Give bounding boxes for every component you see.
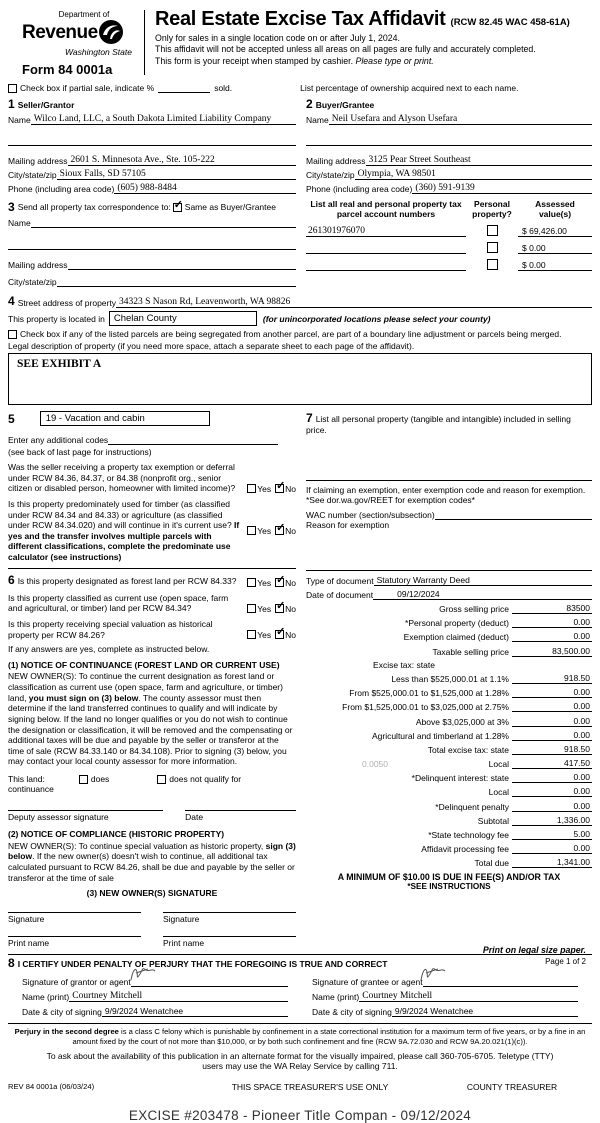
notice1-title: (1) NOTICE OF CONTINUANCE (FOREST LAND OR CURRENT USE) (8, 659, 280, 670)
legal-description-label: Legal description of property (if you need more space, attach a separate sheet to each page of the affidavit). (8, 341, 415, 351)
property-section (8, 294, 592, 405)
seller-city-field[interactable]: Sioux Falls, SD 57105 (57, 169, 296, 180)
county-dropdown[interactable]: Chelan County (109, 311, 257, 326)
historical-no-checkbox[interactable] (275, 626, 286, 639)
owner-print-name-line-1[interactable]: Print name (8, 936, 141, 948)
processing-fee-field[interactable]: 0.00 (512, 843, 592, 854)
section-7-number: 7 (306, 411, 313, 425)
current-use-no-checkbox[interactable] (275, 599, 286, 613)
accessibility-notice: To ask about the availability of this publication in an alternate format for the visually impaired, please call 360-705-6705. Teletype (TTY) users may use the WA Relay Service by calling 711. (46, 1050, 554, 1072)
grantee-date-city-label: Date & city of signing (312, 1007, 392, 1018)
grantor-print-field[interactable]: Courtney Mitchell (69, 991, 288, 1002)
total-state-label: Total excise tax: state (427, 744, 509, 755)
reason-for-exemption-label: Reason for exemption (306, 519, 390, 530)
county-note: (for unincorporated locations please select your county) (262, 313, 491, 324)
continuance-label: continuance (8, 784, 54, 794)
delinq-penalty-field[interactable]: 0.00 (512, 801, 592, 812)
tech-fee-label: *State technology fee (428, 830, 509, 841)
minimum-due-note: A MINIMUM OF $10.00 IS DUE IN FEE(S) AND/OR TAX (337, 872, 561, 883)
tier1-field[interactable]: 918.50 (512, 673, 592, 684)
timber-no-checkbox[interactable] (275, 521, 286, 535)
ownership-note: List percentage of ownership acquired next to each name. (300, 83, 519, 93)
does-not-qualify-checkbox[interactable] (157, 775, 166, 784)
section-6-number: 6 (8, 572, 15, 587)
legal-description-field[interactable]: SEE EXHIBIT A (8, 353, 592, 405)
local-tax-field[interactable]: 417.50 (512, 758, 592, 769)
assessed-value-field-3[interactable]: $ 0.00 (518, 260, 592, 271)
tech-fee-field[interactable]: 5.00 (512, 829, 592, 840)
land-use-dropdown[interactable]: 19 - Vacation and cabin (40, 411, 210, 426)
treasurer-space-label: THIS SPACE TREASURER'S USE ONLY (231, 1082, 389, 1093)
subtitle-2: This affidavit will not be accepted unless all areas on all pages are fully and accurately completed. (155, 44, 536, 54)
seller-mailing-field[interactable]: 2601 S. Minnesota Ave., Ste. 105-222 (68, 155, 296, 166)
exemption-note: If claiming an exemption, enter exemption code and reason for exemption. *See dor.wa.gov/REET for exemption codes* (306, 484, 586, 506)
personal-deduct-field[interactable]: 0.00 (512, 617, 592, 628)
timber-yes-checkbox[interactable] (247, 526, 256, 535)
form-header (8, 6, 592, 77)
header-divider (144, 10, 145, 75)
current-use-yes-checkbox[interactable] (247, 604, 256, 613)
deputy-date-line[interactable]: Date (185, 810, 296, 822)
section-5-number: 5 (8, 411, 15, 426)
new-owner-signature-header: (3) NEW OWNER(S) SIGNATURE (86, 888, 218, 899)
segregated-label: Check box if any of the listed parcels are being segregated from another parcel, are part of a boundary line adjustment or parcels being merged. (20, 329, 562, 339)
correspondence-section (8, 200, 296, 287)
total-due-field[interactable]: 1,341.00 (512, 857, 592, 868)
dept-of-label: Department of (58, 10, 110, 19)
certify-statement: I CERTIFY UNDER PENALTY OF PERJURY THAT THE FOREGOING IS TRUE AND CORRECT (17, 959, 388, 970)
forest-yes-checkbox[interactable] (247, 578, 256, 587)
rcw-reference: (RCW 82.45 WAC 458-61A) (450, 17, 570, 28)
same-as-buyer-label: Same as Buyer/Grantee (184, 202, 276, 212)
deputy-assessor-signature-line[interactable]: Deputy assessor signature (8, 810, 163, 822)
exemption-yes-checkbox[interactable] (247, 484, 256, 493)
seller-city-label: City/state/zip (8, 170, 57, 180)
buyer-city-label: City/state/zip (306, 170, 355, 180)
exemption-deduct-label: Exemption claimed (deduct) (403, 632, 509, 643)
local-tax-label: Local (488, 759, 509, 770)
personal-property-checkbox-1[interactable] (487, 225, 498, 236)
perjury-notice: Perjury in the second degree is a class C felony which is punishable by confinement in a state correctional institution for a maximum term of five years, or by a fine in an amount fixed by the court of not more than $10,000, or by both such confinement and fine (RCW 9A.72.030 and RCW 9A.20.021(1)(c)). (14, 1027, 586, 1046)
exemption-deduct-field[interactable]: 0.00 (512, 631, 592, 642)
subtotal-label: Subtotal (477, 815, 509, 826)
form-number: Form 84 0001a (22, 62, 113, 77)
assessed-value-field-2[interactable]: $ 0.00 (518, 243, 592, 254)
buyer-phone-label: Phone (including area code) (306, 184, 413, 194)
timber-question: Is this property predominately used for timber (as classified under RCW 84.34 and 84.33) or agriculture (as classified under RCW 84.34.020) and will continue in it's current use? If yes and the transfer involves multiple parcels with different classifications, complete the predominate use calculator (see instructions) (8, 498, 240, 562)
tier3-field[interactable]: 0.00 (512, 701, 592, 712)
tier3-label: From $1,525,000.01 to $3,025,000 at 2.75% (342, 702, 509, 713)
doc-type-label: Type of document (306, 575, 374, 586)
same-as-buyer-checkbox[interactable] (173, 198, 183, 212)
grantor-signature-scribble (128, 965, 162, 985)
corr-name2-field[interactable] (8, 239, 296, 250)
revenue-wordmark: Revenue (22, 22, 98, 43)
tier2-field[interactable]: 0.00 (512, 687, 592, 698)
this-land-label: This land: (8, 774, 45, 784)
does-label: does (90, 774, 110, 784)
taxable-price-field[interactable]: 83,500.00 (512, 646, 592, 657)
excise-state-header: Excise tax: state (373, 659, 435, 670)
grantee-signature-scribble (418, 965, 452, 985)
use-section: 5 19 - Vacation and cabin Enter any additional codes (see back of last page for instructions) Was the seller receiving a property tax exemption or deferral under RCW 84.36, 84.37, or 84.38 (nonprofit org., senior citizen or disabled person, homeowner with limited income)? Yes ✓ No Is this property predominately used for timber (as classified under RCW 84.34 and 84.33) or agriculture (as classified under RCW 84.34.020) and will continue in it's current use? If yes and the transfer involves multiple parcels with different classifications, complete the predominate use calculator (see instructions) Yes ✓ No 6 Is this property designated as forest land per RCW 84.33? Yes ✓ No Is this property classified as current use (open space, farm and agricultural, or timber) land per RCW 84.34? Yes ✓ No Is this property receiving special valuation as historical property per RCW 84.26? Yes ✓ No If any answers are yes, complete as instructed below. (1) NOTICE OF CONTINUANCE (FOREST LAND OR CURRENT USE) NEW OWNER(S): To continue the current designation as forest land or classification as current use (open space, farm and agriculture, or timber) land, you must sign on (3) below. The county assessor must then determine if the land transferred continues to qualify and will indicate by signing below. If the land no longer qualifies or you do not wish to continue the designation or classification, it will be removed and the compensating or additional taxes will be due and payable by the seller or transferor at the time of sale (RCW 84.33.140 or 84.34.108). Prior to signing (3) below, you may contact your local county assessor for more information. This land: does does not qualify for continuance Deputy assessor signature Date (2) NOTICE OF COMPLIANCE (HISTORIC PROPERTY) NEW OWNER(S): To continue special valuation as historic property, sign (3) below. If the new owner(s) doesn't wish to continue, all additional tax calculated pursuant to RCW 84.26, shall be due and payable by the seller or transferor at the time of sale (3) NEW OWNER(S) SIGNATURE Signature Signature Print name Print name (8, 411, 296, 949)
tier4-label: Above $3,025,000 at 3% (415, 716, 509, 727)
corr-mailing-label: Mailing address (8, 260, 68, 270)
forest-land-question: 6 Is this property designated as forest land per RCW 84.33? (8, 572, 237, 587)
page-number: Page 1 of 2 (545, 957, 586, 966)
page-title: Real Estate Excise Tax Affidavit (155, 8, 446, 30)
personal-property-list-field[interactable] (306, 436, 592, 480)
partial-sale-percent-field[interactable] (158, 83, 210, 93)
notice1-body: NEW OWNER(S): To continue the current designation as forest land or classification as current use (open space, farm and agriculture, or timber) land, you must sign on (3) below. The county assessor must then determine if the land transferred continues to qualify and will indicate by signing below. If the land no longer qualifies or you do not wish to continue the designation or classification, it will be removed and the compensating or additional taxes will be due and payable by the seller or transferor at the time of sale (RCW 84.33.140 or 84.34.108). Prior to signing (3) below, you may contact your local county assessor for more information. (8, 671, 293, 767)
historical-yes-checkbox[interactable] (247, 630, 256, 639)
owner-print-name-line-2[interactable]: Print name (163, 936, 296, 948)
checkmark-icon: ✓ (276, 479, 286, 492)
owner-signature-line-1[interactable]: Signature (8, 912, 141, 924)
tier1-label: Less than $525,000.01 at 1.1% (391, 673, 509, 684)
section-1-number: 1 (8, 97, 15, 111)
section-4-number: 4 (8, 294, 15, 308)
corr-mailing-field[interactable] (68, 259, 296, 270)
exemption-no-checkbox[interactable] (275, 479, 286, 493)
does-qualify-checkbox[interactable] (79, 775, 88, 784)
seller-section (8, 97, 296, 194)
seller-title: Seller/Grantor (17, 100, 75, 110)
buyer-section (306, 97, 592, 194)
segregated-checkbox[interactable] (8, 330, 17, 339)
section-2-number: 2 (306, 97, 313, 111)
corr-city-field[interactable] (57, 276, 296, 287)
total-state-field[interactable]: 918.50 (512, 744, 592, 755)
agricultural-field[interactable]: 0.00 (512, 730, 592, 741)
parcel-row (306, 225, 592, 237)
parcel-row (306, 242, 592, 254)
corr-name-label: Name (8, 218, 31, 228)
subtotal-field[interactable]: 1,336.00 (512, 815, 592, 826)
gross-price-field[interactable]: 83500 (512, 603, 592, 614)
buyer-mailing-field[interactable]: 3125 Pear Street Southeast (366, 155, 592, 166)
correspondence-label: Send all property tax correspondence to: (17, 202, 171, 212)
parcel-number-field-3[interactable] (306, 260, 466, 271)
personal-deduct-label: *Personal property (deduct) (405, 618, 509, 629)
historical-question: Is this property receiving special valuation as historical property per RCW 84.26? (8, 618, 213, 640)
grantor-date-city-label: Date & city of signing (22, 1007, 102, 1018)
seller-phone-field[interactable]: (605) 988-8484 (114, 183, 296, 194)
notice2-title: (2) NOTICE OF COMPLIANCE (HISTORIC PROPERTY) (8, 829, 225, 839)
personal-property-list-label: List all personal property (tangible and intangible) included in selling price. (306, 414, 571, 436)
seller-name2-field[interactable] (8, 135, 296, 146)
checkmark-icon: ✓ (276, 626, 286, 639)
delinq-penalty-label: *Delinquent penalty (435, 801, 509, 812)
subtitle-1: Only for sales in a single location code on or after July 1, 2024. (155, 32, 400, 43)
parcel-number-field-2[interactable] (306, 243, 466, 254)
agricultural-label: Agricultural and timberland at 1.28% (371, 730, 509, 741)
corr-city-label: City/state/zip (8, 277, 57, 287)
tier2-label: From $525,000.01 to $1,525,000 at 1.28% (349, 688, 509, 699)
personal-property-header: Personal property? (472, 199, 512, 219)
partial-sale-checkbox[interactable] (8, 84, 17, 93)
buyer-city-field[interactable]: Olympia, WA 98501 (355, 169, 592, 180)
reason-for-exemption-field[interactable] (306, 530, 592, 570)
grantee-date-city-field[interactable]: 9/9/2024 Wenatchee (392, 1006, 578, 1017)
checkmark-icon: ✓ (276, 573, 286, 586)
checkmark-icon: ✓ (276, 599, 286, 612)
partial-sale-sold-label: sold. (214, 83, 233, 93)
assessed-value-field-1[interactable]: $ 69,426.00 (518, 226, 592, 237)
notice2-body: NEW OWNER(S): To continue special valuation as historic property, sign (3) below. If the new owner(s) doesn't wish to continue, all additional tax calculated pursuant to RCW 84.26, shall be due and payable by the seller or transferor at the time of sale (8, 840, 296, 883)
section-3-number: 3 (8, 200, 15, 214)
tier4-field[interactable]: 0.00 (512, 716, 592, 727)
seller-phone-label: Phone (including area code) (8, 184, 115, 194)
additional-codes-field[interactable] (108, 434, 278, 445)
excise-stamp: EXCISE #203478 - Pioneer Title Compan - 09/12/2024 (128, 1108, 472, 1123)
exemption-question: Was the seller receiving a property tax exemption or deferral under RCW 84.36, 84.37, or 84.38 (nonprofit org., senior citizen or disabled person, homeowner with limited income)? (8, 462, 236, 494)
does-not-label: does not qualify for (169, 774, 242, 784)
grantor-date-city-field[interactable]: 9/9/2024 Wenatchee (102, 1006, 288, 1017)
checkmark-icon: ✓ (173, 198, 183, 211)
parcel-numbers-header: List all real and personal property tax parcel account numbers (310, 199, 462, 219)
wac-number-field[interactable] (435, 509, 592, 520)
dor-logo (8, 6, 136, 77)
assessed-values-header: Assessed value(s) (535, 199, 575, 219)
personal-property-checkbox-2[interactable] (487, 242, 498, 253)
seller-mailing-label: Mailing address (8, 156, 68, 166)
personal-property-checkbox-3[interactable] (487, 259, 498, 270)
additional-codes-note: (see back of last page for instructions) (8, 447, 152, 457)
delinq-local-field[interactable]: 0.00 (512, 786, 592, 797)
street-address-field[interactable]: 34323 S Nason Rd, Leavenworth, WA 98826 (116, 297, 592, 308)
delinq-local-label: Local (488, 787, 509, 798)
buyer-name-label: Name (306, 115, 329, 125)
local-rate: 0.0050 (362, 759, 388, 770)
print-size-note: Print on legal size paper. (482, 945, 586, 955)
see-instructions-note: *SEE INSTRUCTIONS (407, 882, 491, 892)
total-due-label: Total due (474, 858, 509, 869)
buyer-phone-field[interactable]: (360) 591-9139 (412, 183, 592, 194)
grantee-print-label: Name (print) (312, 992, 360, 1003)
grantee-print-field[interactable]: Courtney Mitchell (359, 991, 578, 1002)
buyer-mailing-label: Mailing address (306, 156, 366, 166)
grantee-signature-label: Signature of grantee or agent (312, 977, 423, 988)
taxable-price-label: Taxable selling price (432, 646, 509, 657)
delinq-interest-field[interactable]: 0.00 (512, 772, 592, 783)
owner-signature-line-2[interactable]: Signature (163, 912, 296, 924)
forest-no-checkbox[interactable] (275, 573, 286, 587)
seller-name-field[interactable]: Wilco Land, LLC, a South Dakota Limited Liability Company (31, 114, 296, 125)
doc-type-field[interactable]: Statutory Warranty Deed (374, 575, 592, 586)
seller-name-label: Name (8, 115, 31, 125)
delinq-interest-label: *Delinquent interest: state (411, 773, 509, 784)
rev-number: REV 84 0001a (06/03/24) (8, 1082, 95, 1092)
street-address-label: Street address of property (17, 298, 116, 308)
current-use-question: Is this property classified as current use (open space, farm and agricultural, or timber) land per RCW 84.34? (8, 592, 229, 614)
washington-state-label: Washington State (65, 47, 132, 57)
additional-codes-label: Enter any additional codes (8, 435, 109, 445)
wac-number-label: WAC number (section/subsection) (306, 509, 435, 520)
tax-section (306, 411, 592, 948)
section-8-number: 8 (8, 956, 15, 971)
subtitle-3: This form is your receipt when stamped by cashier. Please type or print. (155, 55, 434, 66)
doc-date-field[interactable]: 09/12/2024 (373, 589, 592, 600)
parcel-table (306, 200, 592, 287)
processing-fee-label: Affidavit processing fee (421, 844, 509, 855)
partial-sale-label: Check box if partial sale, indicate % (20, 83, 155, 93)
parcel-row (306, 259, 592, 271)
gross-price-label: Gross selling price (439, 604, 509, 615)
grantor-print-label: Name (print) (22, 992, 70, 1003)
if-yes-note: If any answers are yes, complete as instructed below. (8, 644, 210, 655)
located-in-label: This property is located in (8, 313, 105, 324)
checkmark-icon: ✓ (276, 521, 286, 534)
corr-name-field[interactable] (31, 217, 296, 228)
buyer-name2-field[interactable] (306, 135, 592, 146)
doc-date-label: Date of document (306, 589, 374, 600)
county-treasurer-label: COUNTY TREASURER (466, 1082, 558, 1093)
parcel-number-field[interactable]: 261301976070 (306, 226, 466, 237)
buyer-name-field[interactable]: Neil Usefara and Alyson Usefara (329, 114, 592, 125)
grantor-signature-label: Signature of grantor or agent (22, 977, 131, 988)
revenue-swirl-icon (98, 19, 124, 47)
buyer-title: Buyer/Grantee (315, 100, 375, 110)
